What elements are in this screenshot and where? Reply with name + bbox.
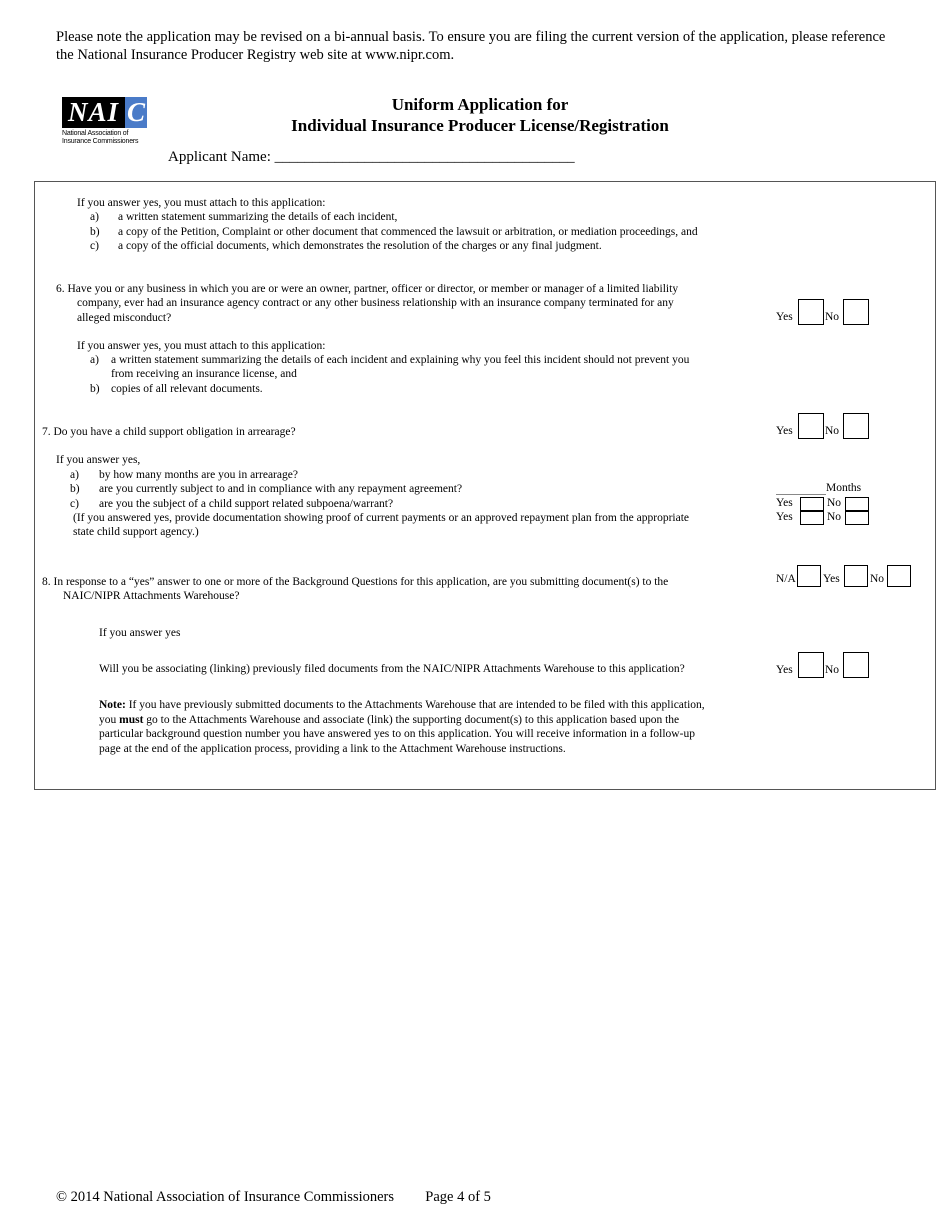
q6-question: 6. Have you or any business in which you are or were an owner, partner, officer or director, or member or manager of a limited liability — [56, 283, 679, 295]
q7-no-label: No — [825, 425, 840, 437]
months-input[interactable] — [776, 494, 826, 495]
q5-item-marker: a) — [90, 211, 99, 223]
logo-text: NAI — [62, 97, 125, 128]
q5-item-text: a copy of the official documents, which demonstrates the resolution of the charges or any final judgment. — [118, 240, 602, 252]
q5-item-text: a written statement summarizing the details of each incident, — [118, 211, 398, 223]
q8-link-yes-label: Yes — [776, 664, 793, 676]
q7-item-marker: a) — [70, 469, 79, 481]
q6-item-text: a written statement summarizing the details of each incident and explaining why you feel this incident should not prevent you — [111, 354, 690, 366]
q8-linking-question: Will you be associating (linking) previously filed documents from the NAIC/NIPR Attachments Warehouse to this application? — [99, 663, 685, 675]
q7-question: 7. Do you have a child support obligation in arrearage? — [42, 426, 296, 438]
q8-question: 8. In response to a “yes” answer to one or more of the Background Questions for this application, are you submitting document(s) to the — [42, 576, 669, 588]
q7c-yes-label: Yes — [776, 511, 793, 523]
months-label: Months — [826, 482, 862, 494]
q7-item-marker: c) — [70, 498, 79, 510]
q7b-no-label: No — [827, 497, 842, 509]
q6-no-label: No — [825, 311, 840, 323]
q7c-yes-checkbox[interactable] — [800, 511, 824, 525]
q6-item-marker: a) — [90, 354, 99, 366]
q7-no-checkbox[interactable] — [843, 413, 869, 439]
q5-item-marker: c) — [90, 240, 99, 252]
q8-question-cont: NAIC/NIPR Attachments Warehouse? — [63, 590, 240, 602]
q7b-yes-checkbox[interactable] — [800, 497, 824, 511]
q7c-no-checkbox[interactable] — [845, 511, 869, 525]
q6-question-cont: alleged misconduct? — [77, 312, 172, 324]
applicant-name-field[interactable]: Applicant Name: ________________________________________ — [168, 149, 575, 165]
q8-note: Note: If you have previously submitted documents to the Attachments Warehouse that are intended to be filed with this application, you must go to the Attachments Warehouse and associate (link) the supporting document(s) to this application based upon the particular background question number you have answered yes to on this application. You will receive information in a follow-up page at the end of the application process, providing a link to the Attachment Warehouse instructions. — [99, 699, 705, 755]
q7-item-text: by how many months are you in arrearage? — [99, 469, 298, 481]
naic-logo — [62, 97, 148, 153]
q6-yes-checkbox[interactable] — [798, 299, 824, 325]
footer — [56, 1189, 491, 1206]
q8-yes-label: Yes — [823, 573, 840, 585]
q6-attach-intro: If you answer yes, you must attach to this application: — [77, 340, 326, 352]
q7-note-cont: state child support agency.) — [73, 526, 199, 538]
q7-item-text: are you the subject of a child support related subpoena/warrant? — [99, 498, 394, 510]
page-number: Page 4 of 5 — [425, 1189, 491, 1205]
must-emphasis: must — [119, 713, 144, 726]
q7-note: (If you answered yes, provide documentation showing proof of current payments or an approved repayment plan from the appropriate — [73, 512, 690, 524]
q6-yes-label: Yes — [776, 311, 793, 323]
q5-attach-intro: If you answer yes, you must attach to this application: — [77, 197, 326, 209]
q8-yes-checkbox[interactable] — [844, 565, 868, 587]
q7-yes-checkbox[interactable] — [798, 413, 824, 439]
q8-link-no-checkbox[interactable] — [843, 652, 869, 678]
q7-yes-label: Yes — [776, 425, 793, 437]
revision-notice: Please note the application may be revised on a bi-annual basis. To ensure you are filing the current version of the application, please reference the National Insurance Producer Registry web site at www.nipr.com. — [56, 29, 886, 63]
q6-no-checkbox[interactable] — [843, 299, 869, 325]
q8-link-no-label: No — [825, 664, 840, 676]
logo-subtitle: National Association of Insurance Commissioners — [62, 130, 139, 145]
q7b-yes-label: Yes — [776, 497, 793, 509]
q7-item-text: are you currently subject to and in compliance with any repayment agreement? — [99, 483, 463, 495]
q8-link-yes-checkbox[interactable] — [798, 652, 824, 678]
q6-question-cont: company, ever had an insurance agency contract or any other business relationship with an insurance company terminated for any — [77, 297, 674, 309]
q6-item-text: copies of all relevant documents. — [111, 383, 263, 395]
q5-item-text: a copy of the Petition, Complaint or other document that commenced the lawsuit or arbitration, or mediation proceedings, and — [118, 226, 698, 238]
q7b-no-checkbox[interactable] — [845, 497, 869, 511]
q5-item-marker: b) — [90, 226, 100, 238]
q8-na-label: N/A — [776, 573, 796, 585]
q7c-no-label: No — [827, 511, 842, 523]
logo-accent: C — [126, 97, 145, 127]
copyright: © 2014 National Association of Insurance Commissioners — [56, 1189, 395, 1205]
q8-no-label: No — [870, 573, 885, 585]
q7-item-marker: b) — [70, 483, 80, 495]
q7-intro: If you answer yes, — [56, 454, 141, 466]
page-title: Uniform Application for Individual Insurance Producer License/Registration — [291, 95, 669, 135]
q6-item-text: from receiving an insurance license, and — [111, 368, 297, 380]
q8-na-checkbox[interactable] — [797, 565, 821, 587]
q6-item-marker: b) — [90, 383, 100, 395]
note-label: Note: — [99, 699, 126, 711]
q8-no-checkbox[interactable] — [887, 565, 911, 587]
q8-if-yes: If you answer yes — [99, 627, 181, 639]
